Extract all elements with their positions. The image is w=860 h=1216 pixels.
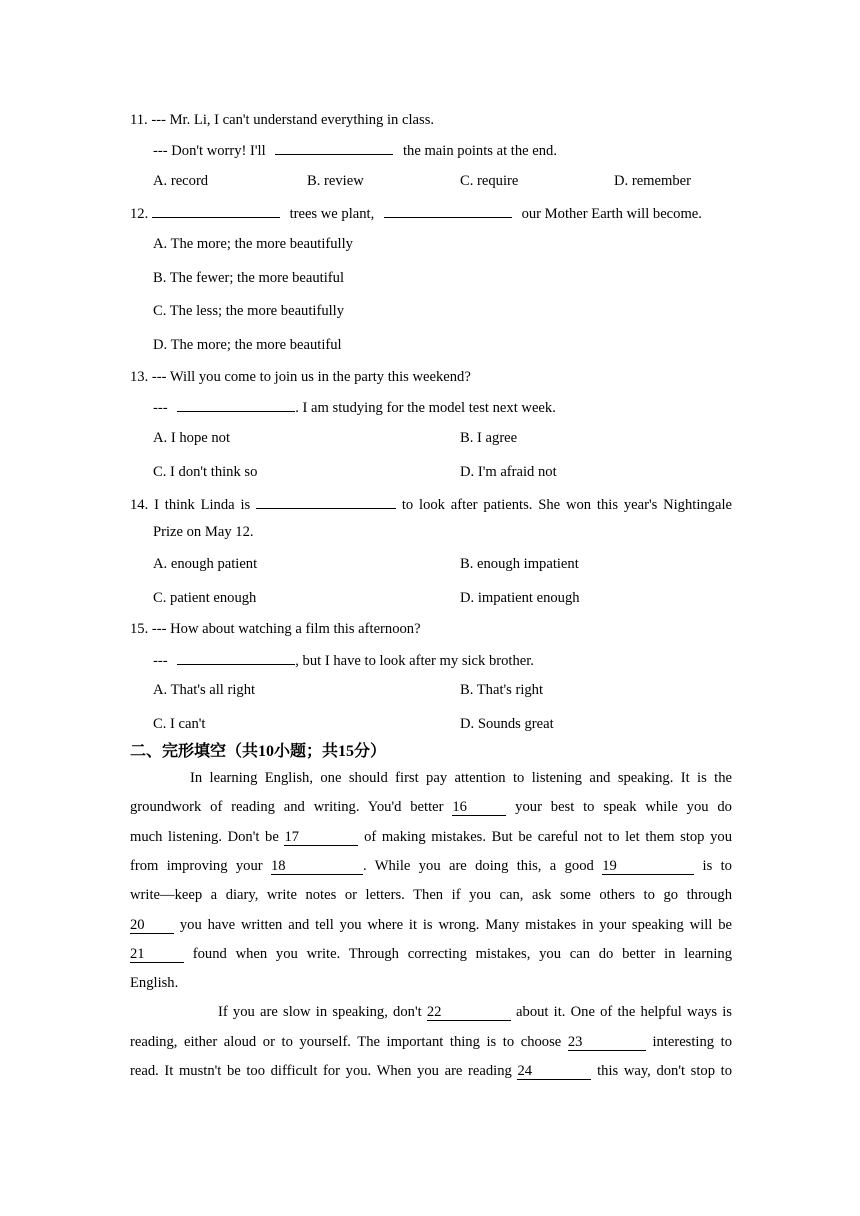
passage-line-1: In learning English, one should first pay attention to listening and speaking. It is the <box>190 770 732 786</box>
q13-answer-blank[interactable] <box>177 397 295 412</box>
passage-line-2 <box>130 798 732 816</box>
q13-stem: 13. --- Will you come to join us in the party this weekend? <box>130 369 471 385</box>
q12-option-c[interactable]: C. The less; the more beautifully <box>153 303 345 319</box>
q14-answer-blank[interactable] <box>256 494 396 509</box>
passage-text: from improving your <box>130 858 263 874</box>
blank-17[interactable]: 17 <box>284 829 358 846</box>
q11-option-d[interactable]: D. remember <box>614 173 691 189</box>
section-heading-part-3: 分） <box>354 741 387 760</box>
q13-reply-start: --- <box>153 400 168 416</box>
passage-text: much listening. Don't be <box>130 829 279 845</box>
q15-option-b[interactable]: B. That's right <box>460 682 544 698</box>
q12-option-b[interactable]: B. The fewer; the more beautiful <box>153 270 345 286</box>
q11-option-b[interactable]: B. review <box>307 173 364 189</box>
q13-reply-end: . I am studying for the model test next week. <box>295 400 556 416</box>
blank-22[interactable]: 22 <box>427 1004 511 1021</box>
section-heading-part-2: 小题；共 <box>274 741 339 760</box>
passage-p2-line-1 <box>218 1003 732 1021</box>
passage-text: this way, don't stop to <box>597 1063 732 1079</box>
blank-24[interactable]: 24 <box>517 1063 591 1080</box>
passage-text: found when you write. Through correcting mistakes, you can do better in learning <box>192 946 733 962</box>
q13-option-c[interactable]: C. I don't think so <box>153 464 258 480</box>
q12-number: 12. <box>130 206 149 222</box>
passage-line-3 <box>130 828 732 846</box>
q15-reply <box>153 650 534 670</box>
passage-p2-line-3 <box>130 1062 732 1080</box>
passage-text: is to <box>702 858 732 874</box>
q13-option-b[interactable]: B. I agree <box>460 430 518 446</box>
q15-option-a[interactable]: A. That's all right <box>153 682 256 698</box>
section-heading <box>130 742 386 761</box>
q14-stem-cont: Prize on May 12. <box>153 524 254 540</box>
q14-option-d[interactable]: D. impatient enough <box>460 590 580 606</box>
q15-answer-blank[interactable] <box>177 650 295 665</box>
q12-option-d[interactable]: D. The more; the more beautiful <box>153 337 342 353</box>
q11-option-c[interactable]: C. require <box>460 173 519 189</box>
blank-18[interactable]: 18 <box>271 858 363 875</box>
passage-text: of making mistakes. But be careful not to let them stop you <box>364 829 732 845</box>
blank-23[interactable]: 23 <box>568 1034 646 1051</box>
blank-16[interactable]: 16 <box>452 799 506 816</box>
q12-answer-blank-2[interactable] <box>384 203 512 218</box>
q12-option-a[interactable]: A. The more; the more beautifully <box>153 236 353 252</box>
blank-21[interactable]: 21 <box>130 946 184 963</box>
q12-answer-blank-1[interactable] <box>152 203 280 218</box>
passage-text: read. It mustn't be too difficult for you. When you are reading <box>130 1063 512 1079</box>
q14-stem-end: to look after patients. She won this year's Nightingale <box>401 497 732 513</box>
q11-reply-start: --- Don't worry! I'll <box>153 143 266 159</box>
passage-line-8: English. <box>130 975 179 991</box>
section-question-count: 10 <box>258 743 275 760</box>
q13-option-a[interactable]: A. I hope not <box>153 430 231 446</box>
q15-reply-end: , but I have to look after my sick brother. <box>295 653 534 669</box>
q15-reply-start: --- <box>153 653 168 669</box>
section-heading-part-1: 二、完形填空（共 <box>130 741 259 760</box>
q12-stem-end: our Mother Earth will become. <box>521 206 702 222</box>
q14-stem <box>130 494 732 514</box>
q15-stem: 15. --- How about watching a film this afternoon? <box>130 621 421 637</box>
passage-text: . While you are doing this, a good <box>362 858 594 874</box>
passage-text: If you are slow in speaking, don't <box>218 1004 422 1020</box>
q14-option-c[interactable]: C. patient enough <box>153 590 257 606</box>
q11-answer-blank[interactable] <box>275 140 393 155</box>
blank-19[interactable]: 19 <box>602 858 694 875</box>
passage-text: interesting to <box>652 1034 732 1050</box>
q12-stem <box>130 203 702 223</box>
blank-20[interactable]: 20 <box>130 917 174 934</box>
q13-option-d[interactable]: D. I'm afraid not <box>460 464 557 480</box>
passage-text: you have written and tell you where it is wrong. Many mistakes in your speaking will be <box>179 917 732 933</box>
passage-line-6 <box>130 916 732 934</box>
q11-stem: 11. --- Mr. Li, I can't understand everything in class. <box>130 112 435 128</box>
q15-option-c[interactable]: C. I can't <box>153 716 206 732</box>
q11-reply-end: the main points at the end. <box>402 143 557 159</box>
q11-reply <box>153 140 557 160</box>
q13-reply <box>153 397 556 417</box>
passage-line-5: write—keep a diary, write notes or letters. Then if you can, ask some others to go through <box>130 887 732 903</box>
passage-text: about it. One of the helpful ways is <box>516 1004 732 1020</box>
passage-line-7 <box>130 945 732 963</box>
q14-option-b[interactable]: B. enough impatient <box>460 556 579 572</box>
q14-option-a[interactable]: A. enough patient <box>153 556 258 572</box>
passage-text: groundwork of reading and writing. You'd better <box>130 799 444 815</box>
passage-text: reading, either aloud or to yourself. The important thing is to choose <box>130 1034 562 1050</box>
passage-p2-line-2 <box>130 1033 732 1051</box>
q14-stem-start: 14. I think Linda is <box>130 497 251 513</box>
q12-stem-mid: trees we plant, <box>289 206 375 222</box>
passage-line-4 <box>130 857 732 875</box>
q15-option-d[interactable]: D. Sounds great <box>460 716 554 732</box>
section-score: 15 <box>338 743 355 760</box>
q11-option-a[interactable]: A. record <box>153 173 209 189</box>
passage-text: your best to speak while you do <box>515 799 732 815</box>
